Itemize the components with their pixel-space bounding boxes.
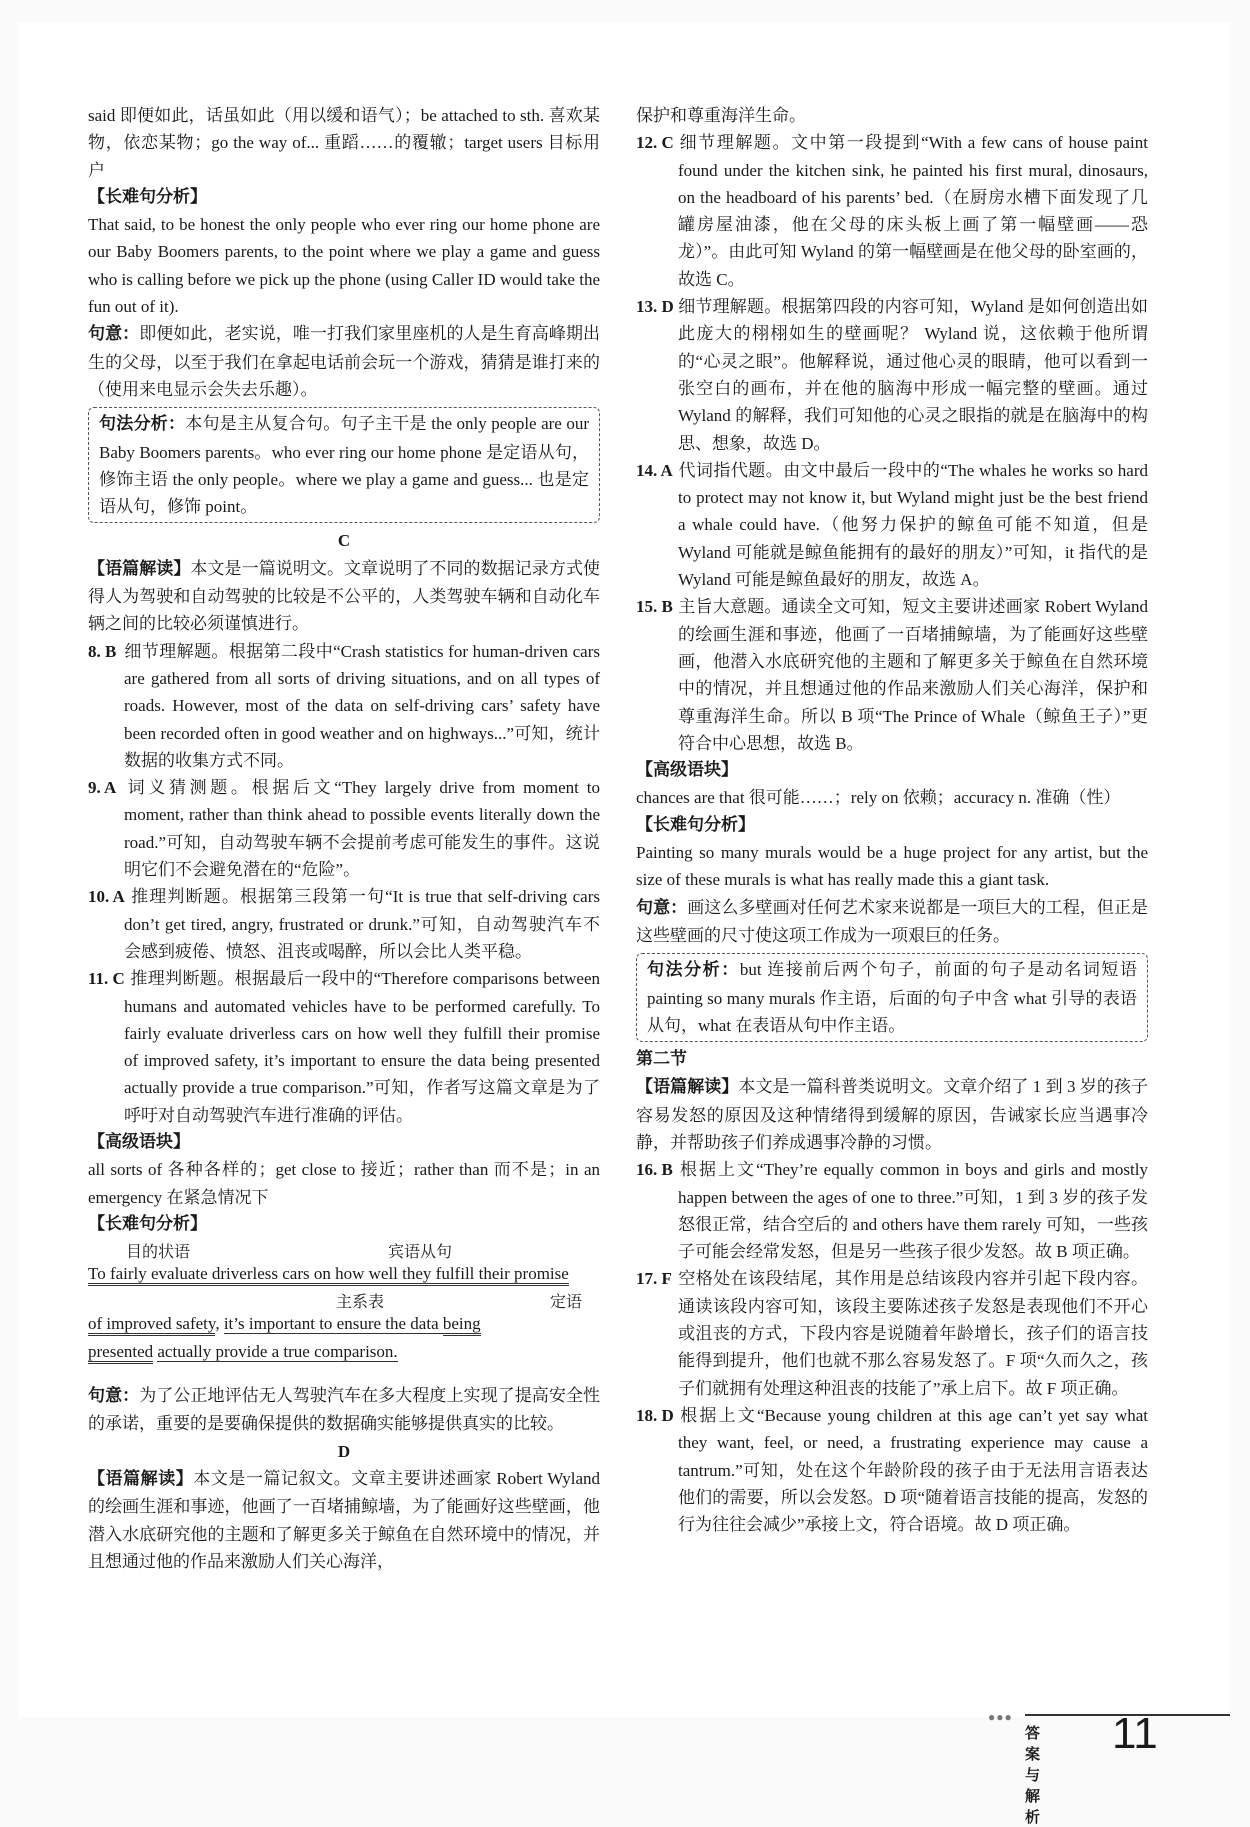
left-column xyxy=(88,102,600,1575)
hard-sentence-heading: 【长难句分析】 xyxy=(636,814,755,835)
syntax-label: 句法分析： xyxy=(647,960,740,981)
syntax-label: 句法分析： xyxy=(99,414,186,435)
answer-number: 18. D xyxy=(636,1405,674,1425)
reading-d-text: 本文是一篇记叙文。文章主要讲述画家 Robert Wyland 的绘画生涯和事迹，他画了一百堵捕鲸墙，为了能画好这些壁画，他潜入水底研究他的主题和了解更多关于鲸鱼在自然环境中的情况，并且想通过他的作品来激励人们关心海洋， xyxy=(88,1469,600,1571)
answer-number: 10. A xyxy=(88,887,125,907)
answer-text: 代词指代题。由文中最后一段中的“The whales he works so hard to protect may not know it, but Wyland might just be the best friend a whale could have.（他努力保护的鲸鱼可能不知道，但是 Wyland 可能就是鲸鱼能拥有的最好的朋友）”可知，it 指代的是 Wyland 可能是鲸鱼最好的朋友，故选 A。 xyxy=(678,460,1148,590)
meaning-text: 画这么多壁画对任何艺术家来说都是一项巨大的工程，但正是这些壁画的尺寸使这项工作成为一项艰巨的任务。 xyxy=(636,897,1149,945)
reading-label: 【语篇解读】 xyxy=(636,1077,739,1098)
main-span-cont: actually provide a true comparison. xyxy=(157,1342,398,1362)
label-main: 主系表 xyxy=(336,1292,385,1312)
answer-number: 9. A xyxy=(88,778,117,798)
answer-number: 11. C xyxy=(88,969,125,989)
hard-sentence: That said, to be honest the only people who ever ring our home phone are our Baby Boomers parents, to the point where we play a game and guess who is calling before we pick up the phone (using Caller ID would take the fun out of it). xyxy=(88,215,600,317)
section-c-heading: C xyxy=(337,531,351,551)
answer-item xyxy=(636,1156,1148,1265)
meaning-paragraph-2 xyxy=(88,1382,600,1438)
syntax-box xyxy=(636,953,1148,1042)
answer-number: 15. B xyxy=(636,597,673,617)
reading-c-text: 本文是一篇说明文。文章说明了不同的数据记录方式使得人为驾驶和自动驾驶的比较是不公平的，人类驾驶车辆和自动化车辆之间的比较必须谨慎进行。 xyxy=(88,558,601,634)
vocab-continued: said 即便如此，话虽如此（用以缓和语气）；be attached to sth. 喜欢某物，依恋某物；go the way of... 重蹈……的覆辙；target users 目标用户 xyxy=(88,106,600,180)
meaning-paragraph xyxy=(636,894,1148,950)
advanced-chunks-heading: 【高级语块】 xyxy=(88,1131,190,1152)
hard-sentence: Painting so many murals would be a huge project for any artist, but the size of these murals is what has really made this a giant task. xyxy=(636,843,1148,890)
label-attributive: 定语 xyxy=(550,1292,583,1312)
answer-number: 16. B xyxy=(636,1160,673,1180)
meaning-label: 句意： xyxy=(88,324,140,345)
syntax-box xyxy=(88,407,600,523)
answer-text: 空格处在该段结尾，其作用是总结该段内容并引起下段内容。通读该段内容可知，该段主要陈述孩子发怒是表现他们不开心或沮丧的方式，下段内容是说随着年龄增长，孩子们的语言技能得到提升，他们也就不那么容易发怒了。F 项“久而久之，孩子们就拥有处理这种沮丧的技能了”承上启下。故 F 项正确。 xyxy=(678,1269,1148,1398)
attributive-span: being xyxy=(443,1314,481,1336)
meaning-label: 句意： xyxy=(88,1386,140,1407)
object-clause-span: how well they fulfill their promise xyxy=(335,1264,569,1286)
footer-dots-icon: ●●● xyxy=(988,1710,1013,1724)
reading-c xyxy=(88,555,600,638)
right-column xyxy=(636,102,1148,1538)
answer-item xyxy=(88,965,600,1129)
page-number: 11 xyxy=(1112,1709,1158,1758)
answer-item xyxy=(88,883,600,965)
answer-item xyxy=(88,774,600,883)
answer-text: 细节理解题。根据第二段中“Crash statistics for human-driven cars are gathered from all sorts of driving situations, and on all types of roads. However, most of the data on self-driving cars’ safety have been recorded often in good weather and on highways...”可知，统计数据的收集方式不同。 xyxy=(124,641,600,770)
answer-number: 12. C xyxy=(636,133,674,153)
meaning-text: 即便如此，老实说，唯一打我们家里座机的人是生育高峰期出生的父母，以至于我们在拿起电话前会玩一个游戏，猜猜是谁打来的（使用来电显示会失去乐趣）。 xyxy=(88,324,601,399)
annotated-line-3 xyxy=(88,1338,398,1365)
advanced-chunks: all sorts of 各种各样的；get close to 接近；rather than 而不是；in an emergency 在紧急情况下 xyxy=(88,1160,600,1207)
advanced-chunks-heading: 【高级语块】 xyxy=(636,760,738,781)
answer-number: 13. D xyxy=(636,297,674,317)
meaning-label: 句意： xyxy=(636,897,688,918)
syntax-text: but 连接前后两个句子，前面的句子是动名词短语 painting so many murals 作主语，后面的句子中含 what 引导的表语从句，what 在表语从句中作主语。 xyxy=(647,960,1137,1035)
footer-label: 答案与解析 xyxy=(1025,1724,1041,1826)
attributive-span-cont: presented xyxy=(88,1342,153,1364)
reading-d xyxy=(88,1465,600,1575)
answer-number: 8. B xyxy=(88,641,117,661)
reading-label: 【语篇解读】 xyxy=(88,1469,194,1490)
annotated-line-2 xyxy=(88,1310,481,1337)
answer-item xyxy=(636,593,1148,757)
answer-text: 推理判断题。根据最后一段中的“Therefore comparisons between humans and automated vehicles have to be performed carefully. To fairly evaluate driverless cars on how well they fulfill their promise of improved safety, it’s important to ensure the data being presented actually provide a true comparison.”可知，作者写这篇文章是为了呼吁对自动驾驶汽车进行准确的评估。 xyxy=(124,969,600,1125)
annotated-line-1 xyxy=(88,1260,569,1287)
meaning-text: 为了公正地评估无人驾驶汽车在多大程度上实现了提高安全性的承诺，重要的是要确保提供的数据确实能够提供真实的比较。 xyxy=(88,1386,601,1434)
answer-text: 主旨大意题。通读全文可知，短文主要讲述画家 Robert Wyland 的绘画生涯和事迹，他画了一百堵捕鲸墙，为了能画好这些壁画，他潜入水底研究他的主题和了解更多关于鲸鱼在自然环境中的情况，并且想通过他的作品来激励人们关心海洋，保护和尊重海洋生命。所以 B 项“The Prince of Whale（鲸鱼王子）”更符合中心思想，故选 B。 xyxy=(678,597,1148,753)
comma: , xyxy=(215,1314,224,1334)
advanced-chunks: chances are that 很可能……；rely on 依赖；accuracy n. 准确（性） xyxy=(636,788,1121,808)
answer-item xyxy=(88,638,600,774)
label-object-clause: 宾语从句 xyxy=(388,1242,453,1262)
answer-item xyxy=(636,293,1148,457)
answer-text: 推理判断题。根据第三段第一句“It is true that self-driving cars don’t get tired, angry, frustrated or drunk.”可知，自动驾驶汽车不会感到疲倦、愤怒、沮丧或喝醉，所以会比人类平稳。 xyxy=(124,887,600,961)
hard-sentence-heading-2: 【长难句分析】 xyxy=(88,1213,207,1234)
answer-text: 根据上文“Because young children at this age can’t yet say what they want, feel, or need, a frustrating experience may cause a tantrum.”可知，处在这个年龄阶段的孩子由于无法用言语表达他们的需要，所以会发怒。D 项“随着语言技能的提高，发怒的行为往往会减少”承接上文，符合语境。故 D 项正确。 xyxy=(678,1405,1148,1535)
reading-label: 【语篇解读】 xyxy=(88,558,191,579)
answer-number: 14. A xyxy=(636,460,673,480)
meaning-paragraph xyxy=(88,320,600,403)
section-2-heading: 第二节 xyxy=(636,1049,687,1070)
answer-text: 细节理解题。根据第四段的内容可知，Wyland 是如何创造出如此庞大的栩栩如生的壁画呢？ Wyland 说，这依赖于他所谓的“心灵之眼”。他解释说，通过他心灵的眼睛，他可以看到一张空白的画布，并在他的脑海中形成一幅完整的壁画。通过 Wyland 的解释，我们可知他的心灵之眼指的就是在脑海中的构思、想象，故选 D。 xyxy=(678,297,1148,453)
reading-section-2 xyxy=(636,1073,1148,1156)
annotated-sentence xyxy=(88,1238,600,1382)
reading-d-continued: 保护和尊重海洋生命。 xyxy=(636,106,806,125)
reading-text: 本文是一篇科普类说明文。文章介绍了 1 到 3 岁的孩子容易发怒的原因及这种情绪得到缓解的原因，告诫家长应当遇事冷静，并帮助孩子们养成遇事冷静的习惯。 xyxy=(636,1077,1149,1152)
answer-item xyxy=(636,457,1148,593)
answer-text: 根据上文“They’re equally common in boys and girls and mostly happen between the ages of one to three.”可知，1 到 3 岁的孩子发怒很正常，结合空后的 and others have them rarely 可知，一些孩子可能会经常发怒，但是另一些孩子很少发怒。故 B 项正确。 xyxy=(678,1160,1148,1262)
answer-text: 词义猜测题。根据后文“They largely drive from moment to moment, rather than think ahead to possible events literally down the road.”可知，自动驾驶车辆不会提前考虑可能发生的事件。这说明它们不会避免潜在的“危险”。 xyxy=(124,778,600,880)
purpose-span: To fairly evaluate driverless cars on xyxy=(88,1264,335,1286)
hard-sentence-heading: 【长难句分析】 xyxy=(88,186,207,207)
answer-text: 细节理解题。文中第一段提到“With a few cans of house paint found under the kitchen sink, he painted his first mural, dinosaurs, on the headboard of his parents’ bed.（在厨房水槽下面发现了几罐房屋油漆，他在父母的床头板上画了第一幅壁画——恐龙）”。由此可知 Wyland 的第一幅壁画是在他父母的卧室画的，故选 C。 xyxy=(678,133,1148,289)
section-d-heading: D xyxy=(337,1441,351,1461)
answer-item xyxy=(636,129,1148,293)
answer-item xyxy=(636,1402,1148,1538)
main-span: it’s important to ensure the data xyxy=(223,1314,443,1334)
answer-number: 17. F xyxy=(636,1269,672,1289)
label-purpose: 目的状语 xyxy=(126,1242,191,1262)
purpose-span-cont: of improved safety xyxy=(88,1314,215,1336)
answer-item xyxy=(636,1265,1148,1401)
syntax-text: 本句是主从复合句。句子主干是 the only people are our Baby Boomers parents。who ever ring our home phone 是定语从句，修饰主语 the only people。where we play a game and guess... 也是定语从句，修饰 point。 xyxy=(99,414,590,517)
